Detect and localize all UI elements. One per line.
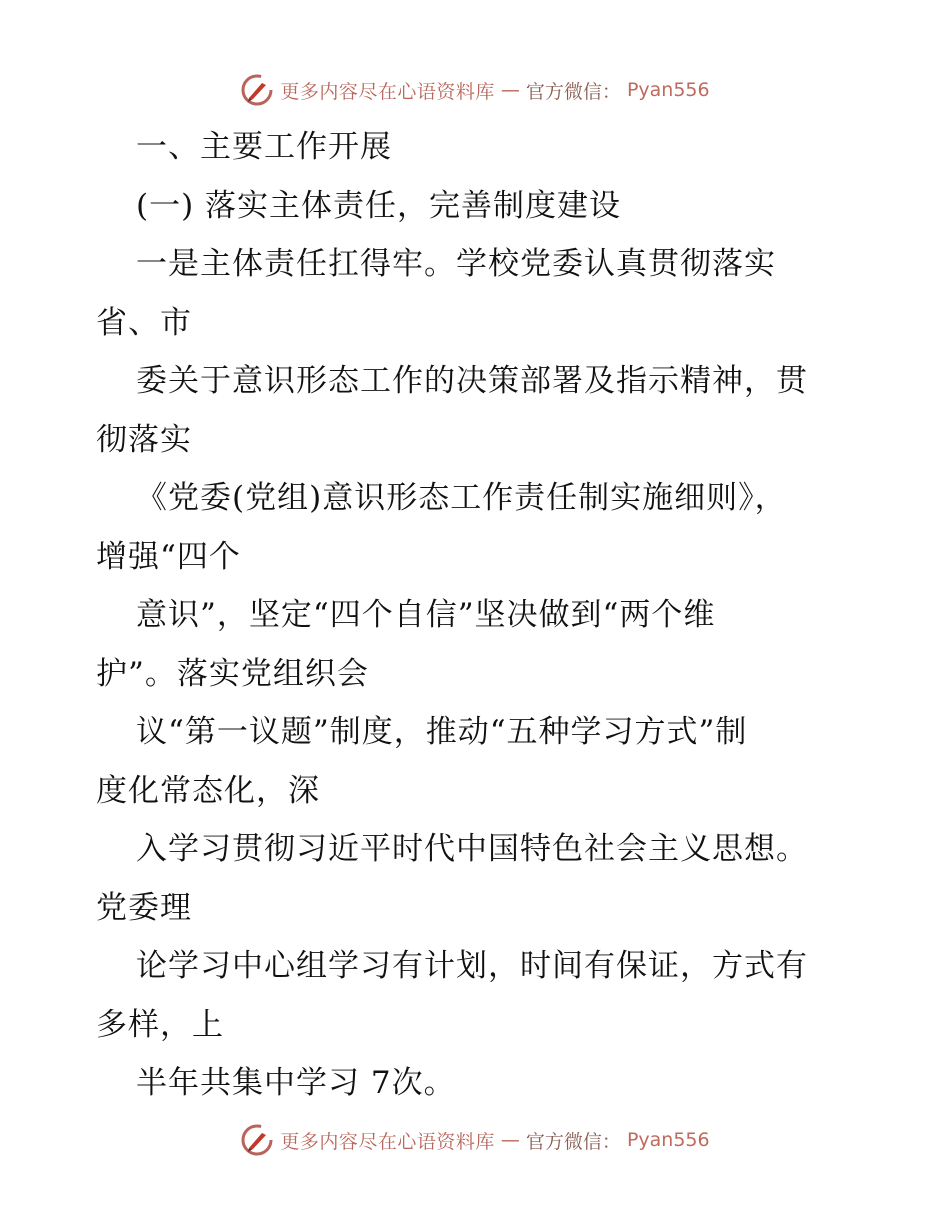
quill-pen-circle-icon: [240, 1123, 274, 1157]
paragraph-line: 《党委(党组)意识形态工作责任制实施细则》，: [136, 480, 787, 516]
quill-pen-circle-icon: [240, 73, 274, 107]
watermark-text: 更多内容尽在心语资料库: [280, 80, 495, 103]
paragraph-line: 委关于意识形态工作的决策部署及指示精神，贯: [136, 363, 808, 399]
paragraph-line: 党委理: [96, 889, 192, 926]
paragraph-line: 半年共集中学习 7次。: [136, 1065, 456, 1101]
paragraph-line: 省、市: [96, 304, 192, 341]
paragraph-line: 意识”，坚定“四个自信”坚决做到“两个维: [136, 597, 716, 633]
paragraph-line: 议“第一议题”制度，推动“五种学习方式”制: [136, 714, 748, 750]
watermark-wechat-id: Pyan556: [626, 79, 710, 101]
section-heading: 一、主要工作开展: [136, 129, 392, 165]
paragraph-line: 护”。落实党组织会: [96, 655, 369, 692]
document-body: [96, 118, 856, 1113]
paragraph-line: 彻落实: [96, 421, 192, 458]
watermark-wechat-id: Pyan556: [626, 1129, 710, 1151]
subsection-heading: (一) 落实主体责任，完善制度建设: [136, 187, 622, 224]
paragraph-line: 入学习贯彻习近平时代中国特色社会主义思想。: [136, 831, 808, 867]
watermark-text: 更多内容尽在心语资料库: [280, 1130, 495, 1153]
paragraph-line: 论学习中心组学习有计划，时间有保证，方式有: [136, 948, 808, 984]
paragraph-line: 一是主体责任扛得牢。学校党委认真贯彻落实: [136, 246, 776, 282]
footer-watermark: [0, 1120, 950, 1160]
paragraph-line: 多样，上: [96, 1006, 224, 1043]
paragraph-line: 增强“四个: [96, 538, 241, 575]
watermark-official-label: 官方微信：: [525, 80, 621, 103]
paragraph-line: 度化常态化，深: [96, 772, 320, 809]
header-watermark: [0, 70, 950, 110]
watermark-official-label: 官方微信：: [525, 1130, 621, 1153]
watermark-dash: —: [500, 79, 520, 101]
watermark-dash: —: [500, 1129, 520, 1151]
